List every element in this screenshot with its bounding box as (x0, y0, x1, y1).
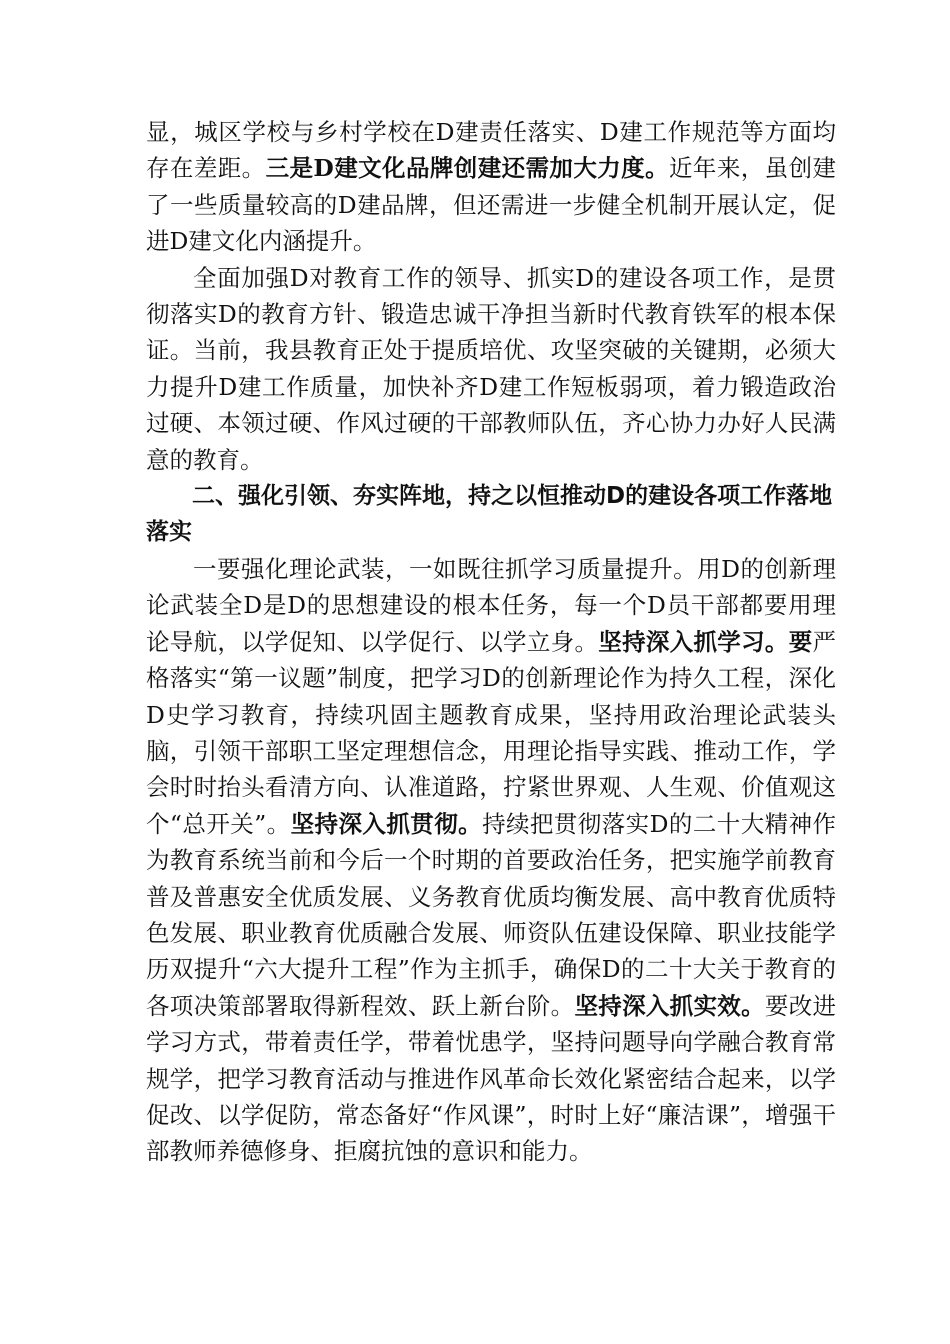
bold-implement: 坚持深入抓贯彻。 (290, 809, 483, 838)
document-page (146, 114, 836, 1170)
paragraph-theory-arming (146, 551, 836, 1170)
paragraph-overall (146, 260, 836, 478)
paragraph-text: 显，城区学校与乡村学校在D建责任落实、D建工作规范等方面均存在差距。 (146, 118, 836, 183)
paragraph-problems-continued (146, 114, 836, 260)
bold-results: 坚持深入抓实效。 (574, 991, 765, 1020)
section-heading-2: 二、强化引领、夯实阵地，持之以恒推动D的建设各项工作落地落实 (146, 483, 833, 546)
bold-point-three: 三是D建文化品牌创建还需加大力度。 (265, 154, 670, 183)
paragraph-text: 全面加强D对教育工作的领导、抓实D的建设各项工作，是贯彻落实D的教育方针、锻造忠诚干净担当新时代教育铁军的根本保证。当前，我县教育正处于提质培优、攻坚突破的关键期，必须大力提升D建工作质量，加快补齐D建工作短板弱项，着力锻造政治过硬、本领过硬、作风过硬的干部教师队伍，齐心协力办好人民满意的教育。 (146, 263, 836, 474)
bold-study: 坚持深入抓学习。要 (598, 627, 813, 656)
paragraph-text: 持续把贯彻落实D的二十大精神作为教育系统当前和今后一个时期的首要政治任务，把实施学前教育普及普惠安全优质发展、义务教育优质均衡发展、高中教育优质特色发展、职业教育优质融合发展、师资队伍建设保障、职业技能学历双提升“六大提升工程”作为主抓手，确保D的二十大关于教育的各项决策部署取得新程效、跃上新台阶。 (146, 809, 836, 1020)
paragraph-text: 要改进学习方式，带着责任学，带着忧患学，坚持问题导向学融合教育常规学，把学习教育活动与推进作风革命长效化紧密结合起来，以学促改、以学促防，常态备好“作风课”，时时上好“廉洁课”，增强干部教师养德修身、拒腐抗蚀的意识和能力。 (146, 991, 837, 1166)
paragraph-text: 近年来，虽创建了一些质量较高的D建品牌，但还需进一步健全机制开展认定，促进D建文化内涵提升。 (146, 154, 837, 256)
paragraph-text: 严格落实“第一议题”制度，把学习D的创新理论作为持久工程，深化D史学习教育，持续巩固主题教育成果，坚持用政治理论武装头脑，引领干部职工坚定理想信念，用理论指导实践、推动工作，学会时时抬头看清方向、认准道路，拧紧世界观、人生观、价值观这个“总开关”。 (146, 627, 837, 838)
paragraph-text: 一要强化理论武装，一如既往抓学习质量提升。用D的创新理论武装全D是D的思想建设的根本任务，每一个D员干部都要用理论导航，以学促知、以学促行、以学立身。 (146, 554, 836, 656)
